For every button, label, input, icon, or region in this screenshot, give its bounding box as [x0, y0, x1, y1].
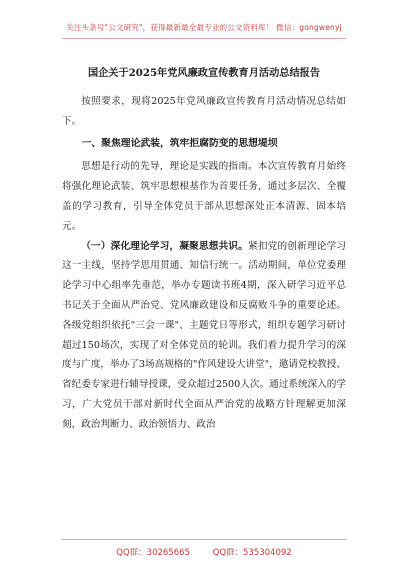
footer-divider [62, 539, 346, 540]
subsection-1-paragraph [62, 237, 346, 435]
footer [0, 546, 408, 558]
section-1-paragraph: 思想是行动的先导，理论是实践的指南。本次宣传教育月始终将强化理论武装、筑牢思想根基作为首要任务，通过多层次、全覆盖的学习教育，引导全体党员干部从思想深处正本清源、固本培元。 [62, 161, 346, 232]
subsection-1-text: 紧扣党的创新理论学习这一主线，坚持学思用贯通、知信行统一。活动期间，单位党委理论学习中心组率先垂范，举办专题读书班4期，深入研学习近平总书记关于全面从严治党、党风廉政建设和反腐败斗争的重要论述。各级党组织依托"三会一课"、主题党日等形式，组织专题学习研讨超过150场次，实现了对全体党员的轮训。我们着力提升学习的深度与广度，举办了3场高规格的"作风建设大讲堂"，邀请党校教授、省纪委专家进行辅导授课，受众超过2500人次。通过系统深入的学习，广大党员干部对新时代全面从严治党的战略方针理解更加深刻，政治判断力、政治领悟力、政治 [62, 240, 347, 430]
header-divider [62, 38, 346, 39]
footer-qq-group-1: QQ群：30265665 [116, 548, 190, 558]
intro-paragraph: 按照要求，现将2025年党风廉政宣传教育月活动情况总结如下。 [62, 96, 346, 127]
footer-qq-group-2: QQ群：535304092 [212, 548, 292, 558]
document-title: 国企关于2025年党风廉政宣传教育月活动总结报告 [87, 67, 321, 79]
header-promo: 关注头条号"公文研究"，获得最新最全最专业的公文资料库！ 微信：gongwenyj [66, 23, 342, 32]
subsection-1-lead: （一）深化理论学习，凝聚思想共识。 [81, 240, 249, 252]
section-heading-1: 一、聚焦理论武装，筑牢拒腐防变的思想堤坝 [81, 137, 278, 149]
document-body [62, 66, 346, 435]
